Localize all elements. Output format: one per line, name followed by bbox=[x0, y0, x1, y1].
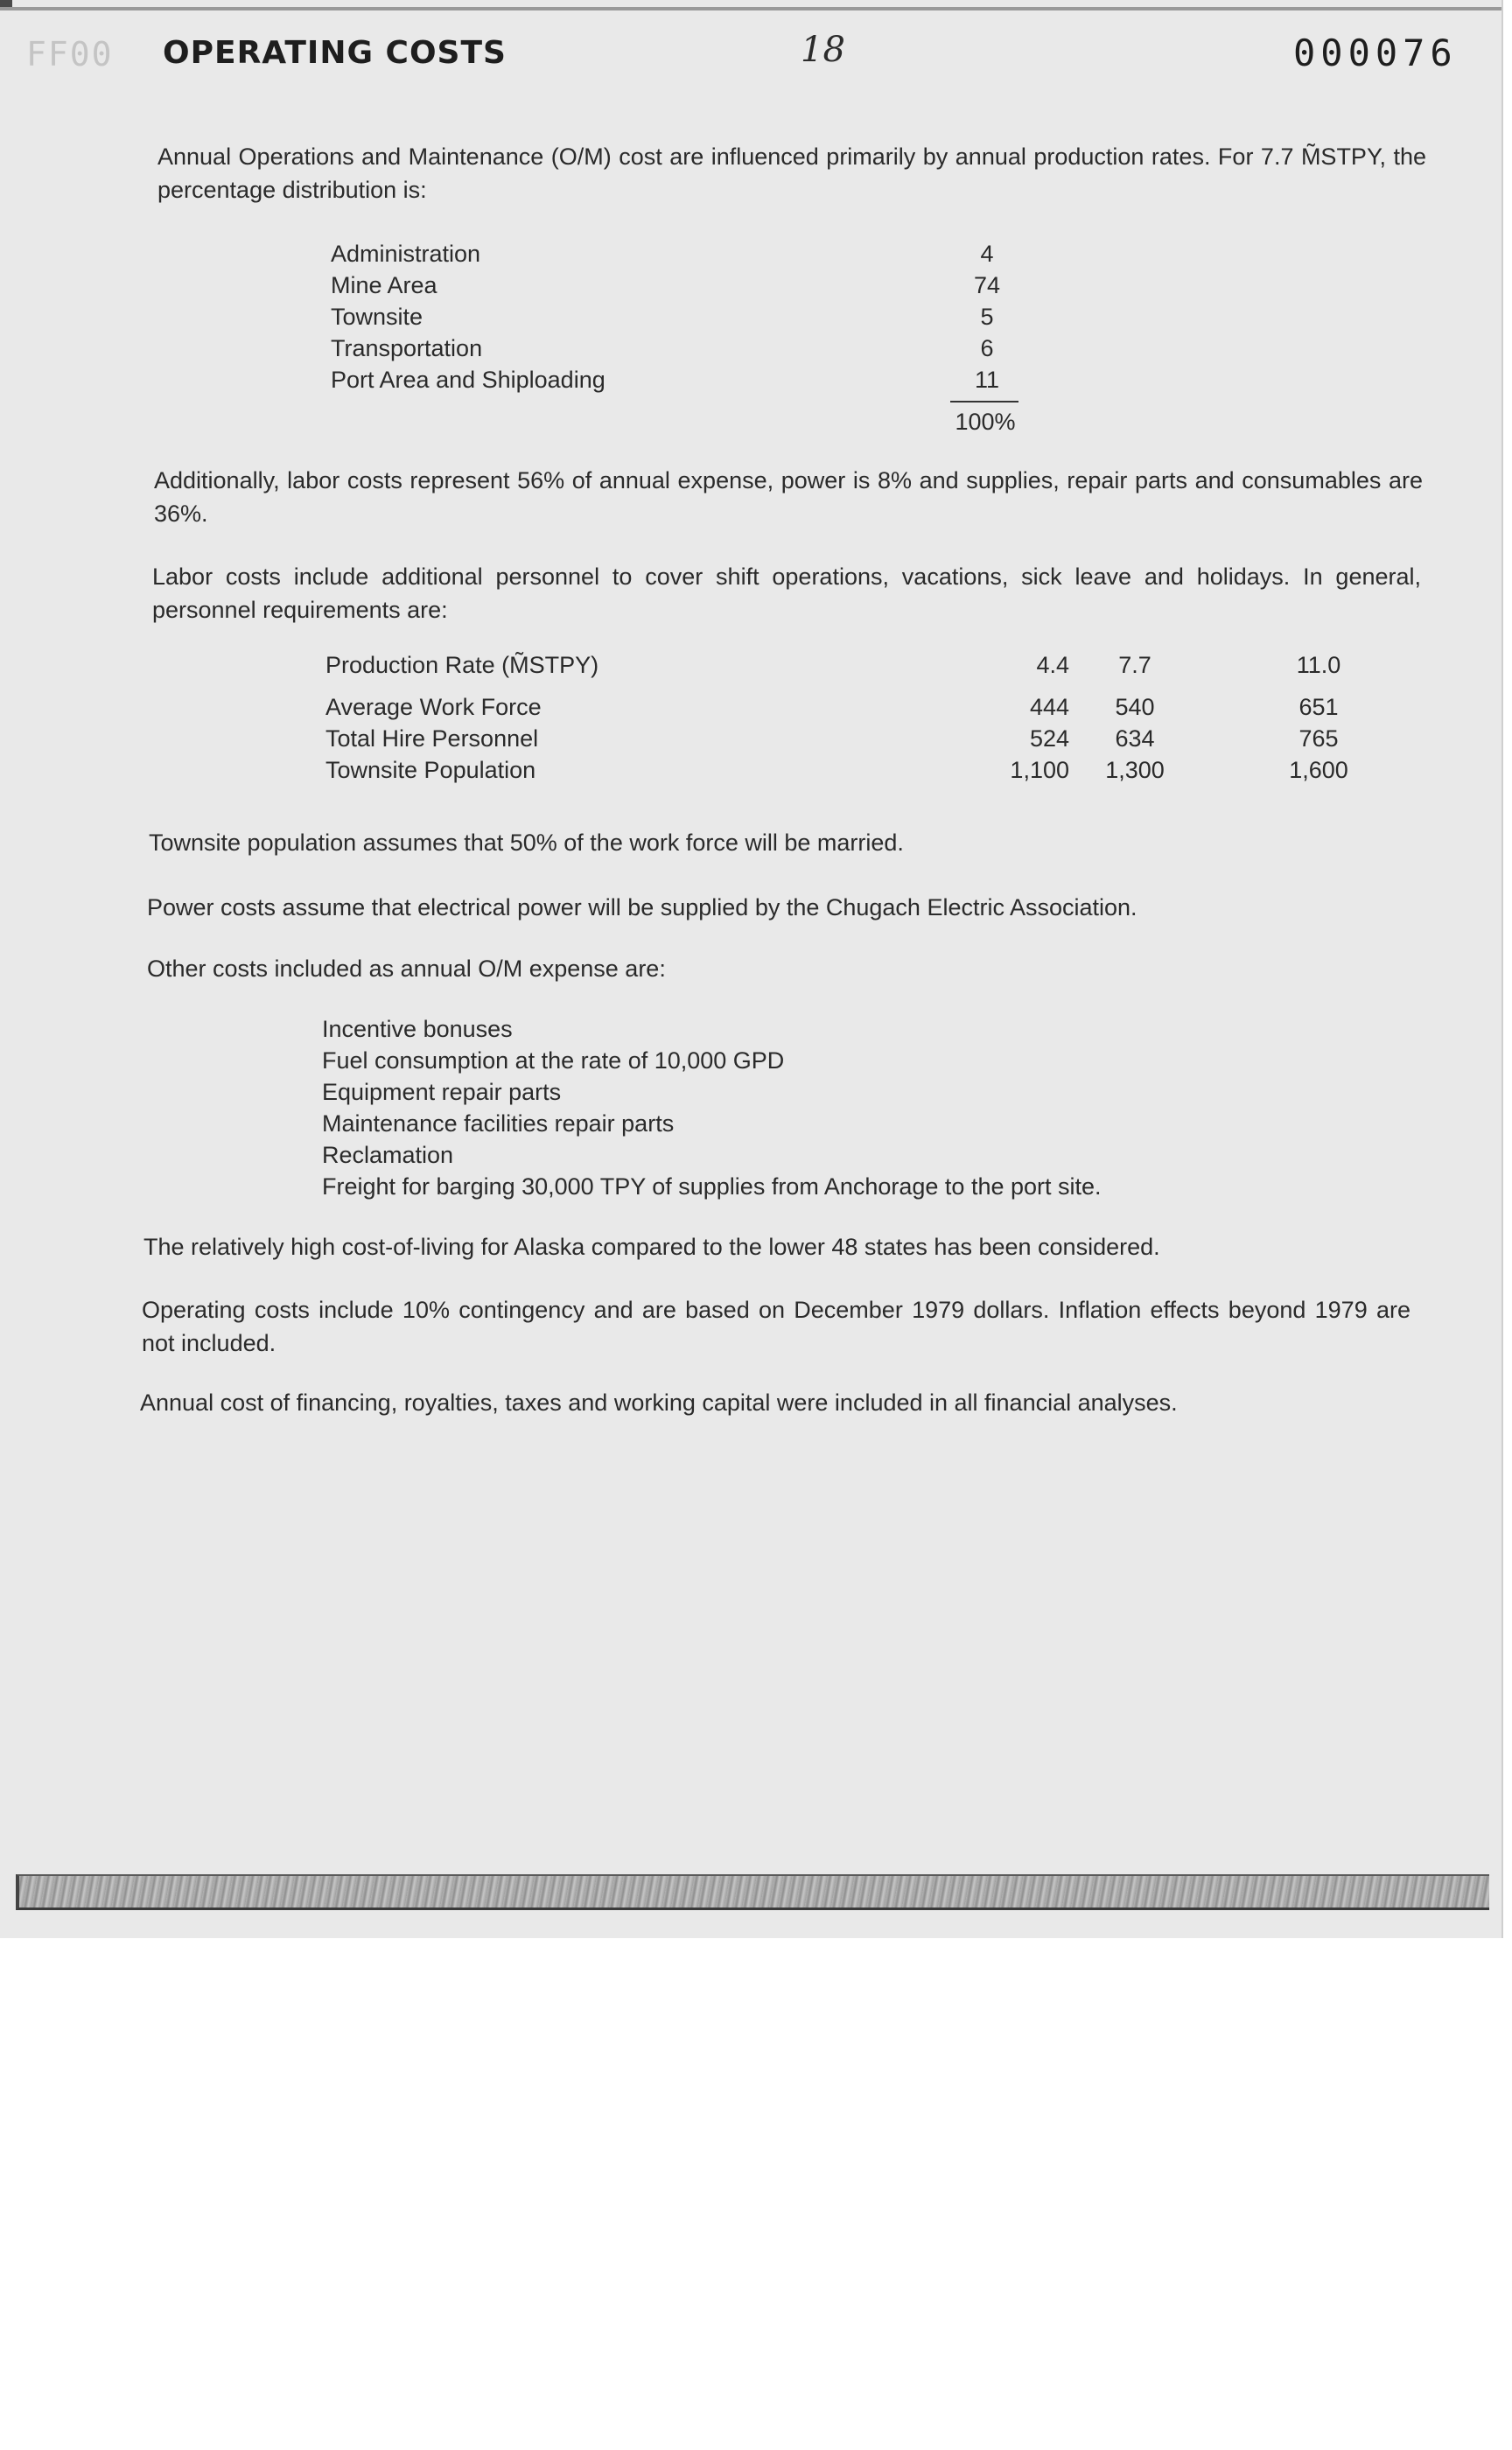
table-row bbox=[326, 754, 1348, 786]
table-row bbox=[326, 723, 1339, 754]
distribution-value: 11 bbox=[974, 367, 1000, 393]
distribution-value: 5 bbox=[980, 304, 994, 330]
distribution-label: Townsite bbox=[331, 304, 424, 330]
personnel-table bbox=[326, 649, 1348, 786]
other-costs-intro: Other costs included as annual O/M expense are: bbox=[147, 956, 666, 982]
table-cell: 540 bbox=[1115, 694, 1155, 720]
table-header-cell: 4.4 bbox=[1036, 652, 1069, 678]
townsite-paragraph: Townsite population assumes that 50% of the work force will be married. bbox=[149, 830, 904, 856]
table-row-label: Average Work Force bbox=[326, 694, 542, 720]
table-cell: 1,600 bbox=[1289, 757, 1348, 783]
distribution-label: Transportation bbox=[331, 335, 483, 361]
power-paragraph: Power costs assume that electrical power will be supplied by the Chugach Electric Association. bbox=[147, 894, 1138, 920]
table-cell: 524 bbox=[1029, 725, 1069, 752]
distribution-label: Mine Area bbox=[331, 272, 438, 298]
contingency-paragraph: Operating costs include 10% contingency and are based on December 1979 dollars. Inflation effects beyond 1979 are not included. bbox=[142, 1297, 1410, 1356]
distribution-row bbox=[331, 301, 1040, 332]
cost-of-living-paragraph: The relatively high cost-of-living for Alaska compared to the lower 48 states has been considered. bbox=[144, 1234, 1160, 1260]
bleed-through-text: FF00 bbox=[26, 35, 114, 74]
list-item: Equipment repair parts bbox=[322, 1079, 562, 1105]
scan-bottom-band bbox=[16, 1874, 1489, 1910]
distribution-total: 100% bbox=[955, 409, 1016, 435]
table-header-cell: 7.7 bbox=[1118, 652, 1152, 678]
table-cell: 634 bbox=[1115, 725, 1155, 752]
distribution-row bbox=[331, 364, 1040, 396]
table-row bbox=[326, 691, 1339, 723]
table-header-row bbox=[326, 649, 1341, 681]
distribution-value: 4 bbox=[980, 241, 994, 267]
intro-paragraph: Annual Operations and Maintenance (O/M) cost are influenced primarily by annual production rates. For 7.7 M̃STPY, the percentage distribution is: bbox=[158, 144, 1426, 203]
distribution-list bbox=[331, 238, 1040, 396]
table-cell: 1,300 bbox=[1105, 757, 1165, 783]
list-item: Fuel consumption at the rate of 10,000 GPD bbox=[322, 1047, 785, 1074]
page-title: OPERATING COSTS bbox=[163, 35, 507, 71]
distribution-value: 6 bbox=[980, 335, 994, 361]
table-cell: 651 bbox=[1298, 694, 1339, 720]
other-costs-list bbox=[322, 1013, 1284, 1202]
document-number: 000076 bbox=[1293, 32, 1458, 74]
table-cell: 765 bbox=[1298, 725, 1339, 752]
distribution-label: Port Area and Shiploading bbox=[331, 367, 606, 393]
page-number: 18 bbox=[801, 30, 845, 70]
list-item: Maintenance facilities repair parts bbox=[322, 1110, 675, 1137]
sum-rule bbox=[950, 401, 1018, 402]
scan-edge-mark bbox=[0, 0, 12, 7]
table-row-label: Total Hire Personnel bbox=[326, 725, 539, 752]
table-row-label: Townsite Population bbox=[326, 757, 536, 783]
table-cell: 444 bbox=[1029, 694, 1069, 720]
distribution-label: Administration bbox=[331, 241, 481, 267]
distribution-row bbox=[331, 332, 1040, 364]
table-cell: 1,100 bbox=[1010, 757, 1069, 783]
table-header-label: Production Rate (M̃STPY) bbox=[326, 652, 599, 678]
labor-personnel-paragraph: Labor costs include additional personnel to cover shift operations, vacations, sick leave and holidays. In general, personnel requirements are: bbox=[152, 564, 1421, 623]
labor-share-paragraph: Additionally, labor costs represent 56% of annual expense, power is 8% and supplies, repair parts and consumables are 36%. bbox=[154, 467, 1423, 527]
distribution-value: 74 bbox=[973, 272, 1001, 298]
list-item: Incentive bonuses bbox=[322, 1016, 513, 1042]
list-item: Reclamation bbox=[322, 1142, 454, 1168]
list-item: Freight for barging 30,000 TPY of supplies from Anchorage to the port site. bbox=[322, 1173, 1102, 1200]
top-rule bbox=[0, 7, 1502, 10]
distribution-row bbox=[331, 270, 1040, 301]
financing-paragraph: Annual cost of financing, royalties, taxes and working capital were included in all financial analyses. bbox=[140, 1390, 1178, 1416]
table-header-cell: 11.0 bbox=[1296, 652, 1341, 678]
distribution-row bbox=[331, 238, 1040, 270]
